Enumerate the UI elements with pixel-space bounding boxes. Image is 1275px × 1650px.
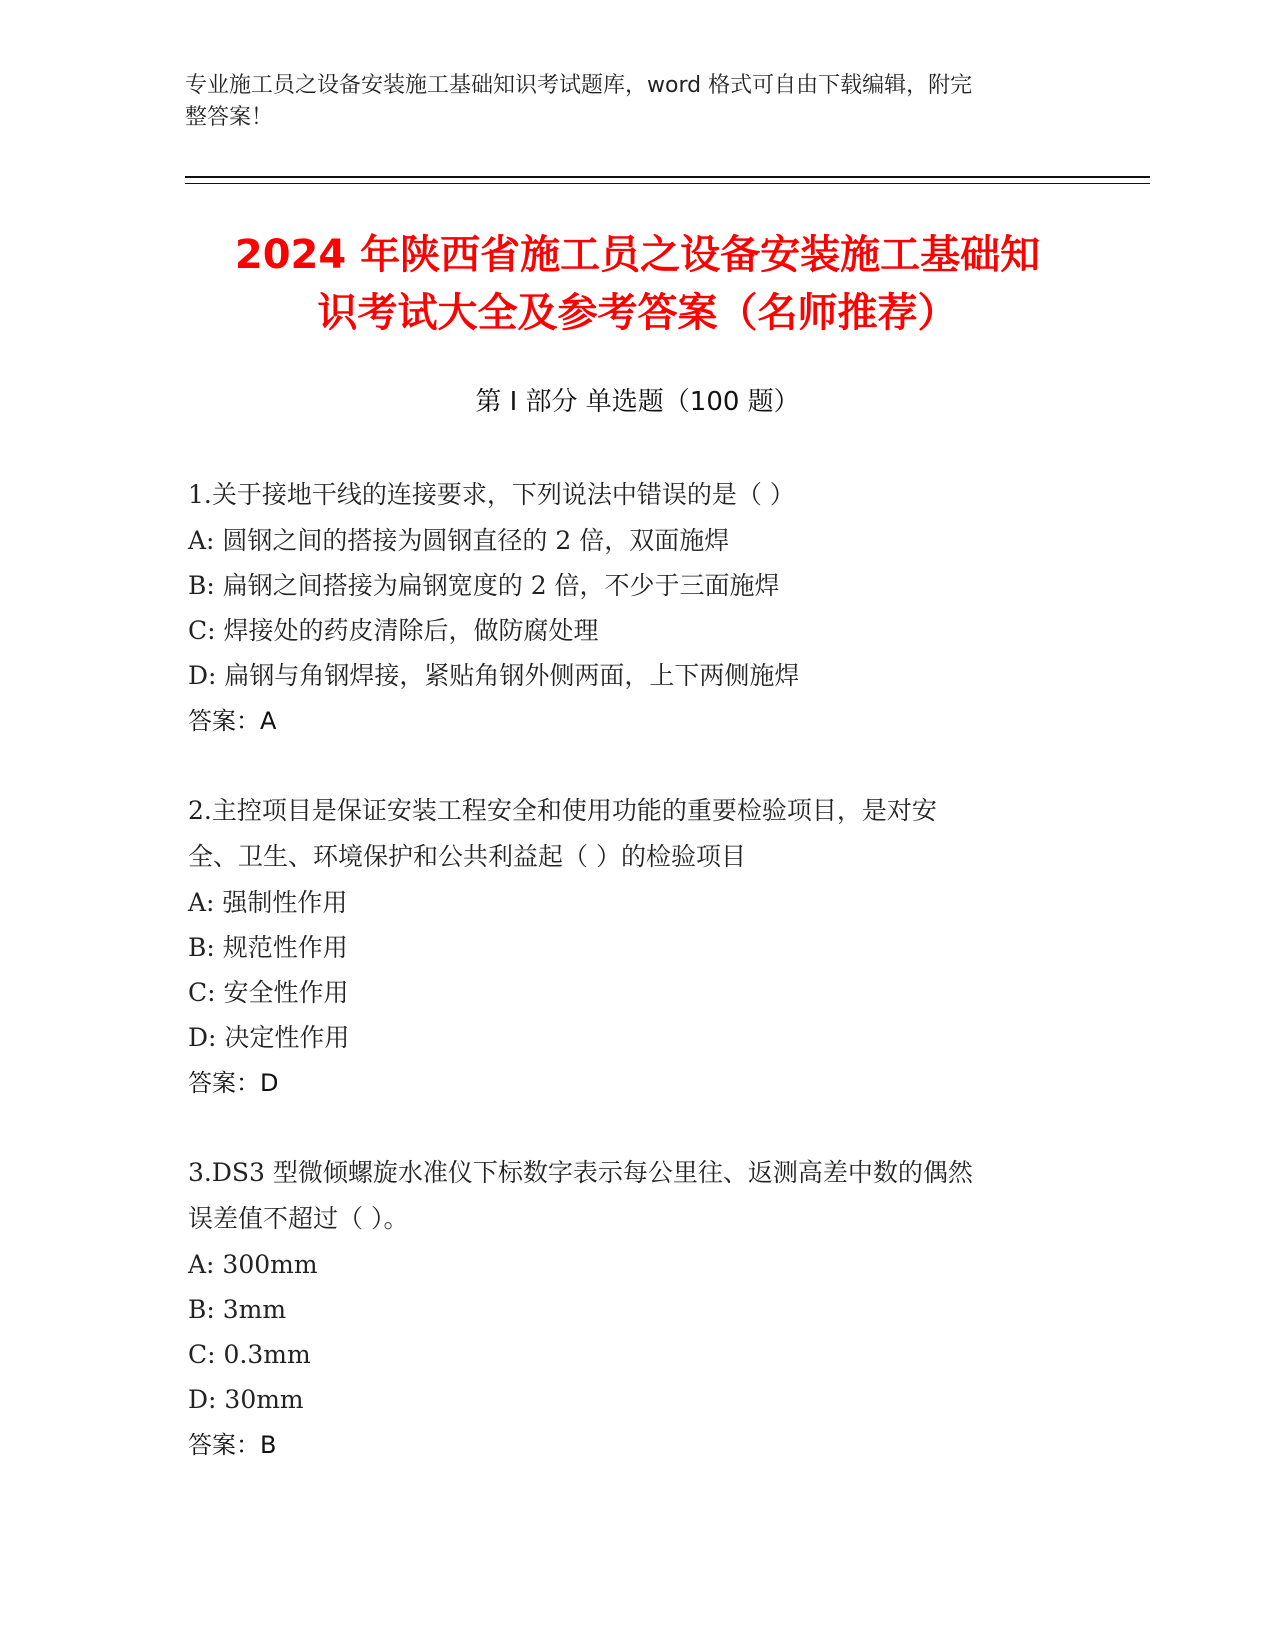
question-stem-line: 3.DS3 型微倾螺旋水准仪下标数字表示每公里往、返测高差中数的偶然 [188, 1158, 973, 1187]
document-title-line: 2024 年陕西省施工员之设备安装施工基础知 [234, 232, 1041, 278]
question-stem-line: 误差值不超过（ ）。 [188, 1204, 409, 1233]
header-note [185, 70, 1045, 134]
question-list [188, 472, 1088, 1512]
question-stem-line: 全、卫生、环境保护和公共利益起（ ）的检验项目 [188, 842, 746, 871]
option-c: C: 0.3mm [188, 1340, 311, 1369]
question-item [188, 788, 1088, 1106]
question-stem [188, 472, 1088, 518]
header-note-line: 整答案！ [185, 105, 274, 130]
answer-line: 答案：D [188, 1069, 279, 1097]
document-title [170, 226, 1105, 342]
option-a: A: 强制性作用 [188, 888, 348, 917]
question-stem [188, 1150, 1088, 1242]
header-divider [185, 176, 1150, 178]
option-c: C: 安全性作用 [188, 978, 349, 1007]
question-stem [188, 788, 1088, 880]
section-heading: 第 I 部分 单选题（100 题） [475, 387, 800, 417]
option-d: D: 扁钢与角钢焊接，紧贴角钢外侧两面，上下两侧施焊 [188, 661, 800, 690]
question-item [188, 1150, 1088, 1468]
option-b: B: 3mm [188, 1295, 287, 1324]
answer-line: 答案：A [188, 707, 277, 735]
option-b: B: 扁钢之间搭接为扁钢宽度的 2 倍，不少于三面施焊 [188, 571, 780, 600]
question-item [188, 472, 1088, 744]
option-c: C: 焊接处的药皮清除后，做防腐处理 [188, 616, 599, 645]
document-title-line: 识考试大全及参考答案（名师推荐） [317, 290, 958, 336]
option-d: D: 30mm [188, 1385, 304, 1414]
option-a: A: 300mm [188, 1250, 318, 1279]
question-stem-line: 2.主控项目是保证安装工程安全和使用功能的重要检验项目，是对安 [188, 796, 937, 825]
option-d: D: 决定性作用 [188, 1023, 350, 1052]
option-a: A: 圆钢之间的搭接为圆钢直径的 2 倍，双面施焊 [188, 526, 730, 555]
question-stem-line: 1.关于接地干线的连接要求，下列说法中错误的是（ ） [188, 480, 795, 509]
header-note-line: 专业施工员之设备安装施工基础知识考试题库，word 格式可自由下载编辑，附完 [185, 73, 973, 98]
option-b: B: 规范性作用 [188, 933, 348, 962]
answer-line: 答案：B [188, 1431, 277, 1459]
header-divider-thin [185, 183, 1150, 184]
